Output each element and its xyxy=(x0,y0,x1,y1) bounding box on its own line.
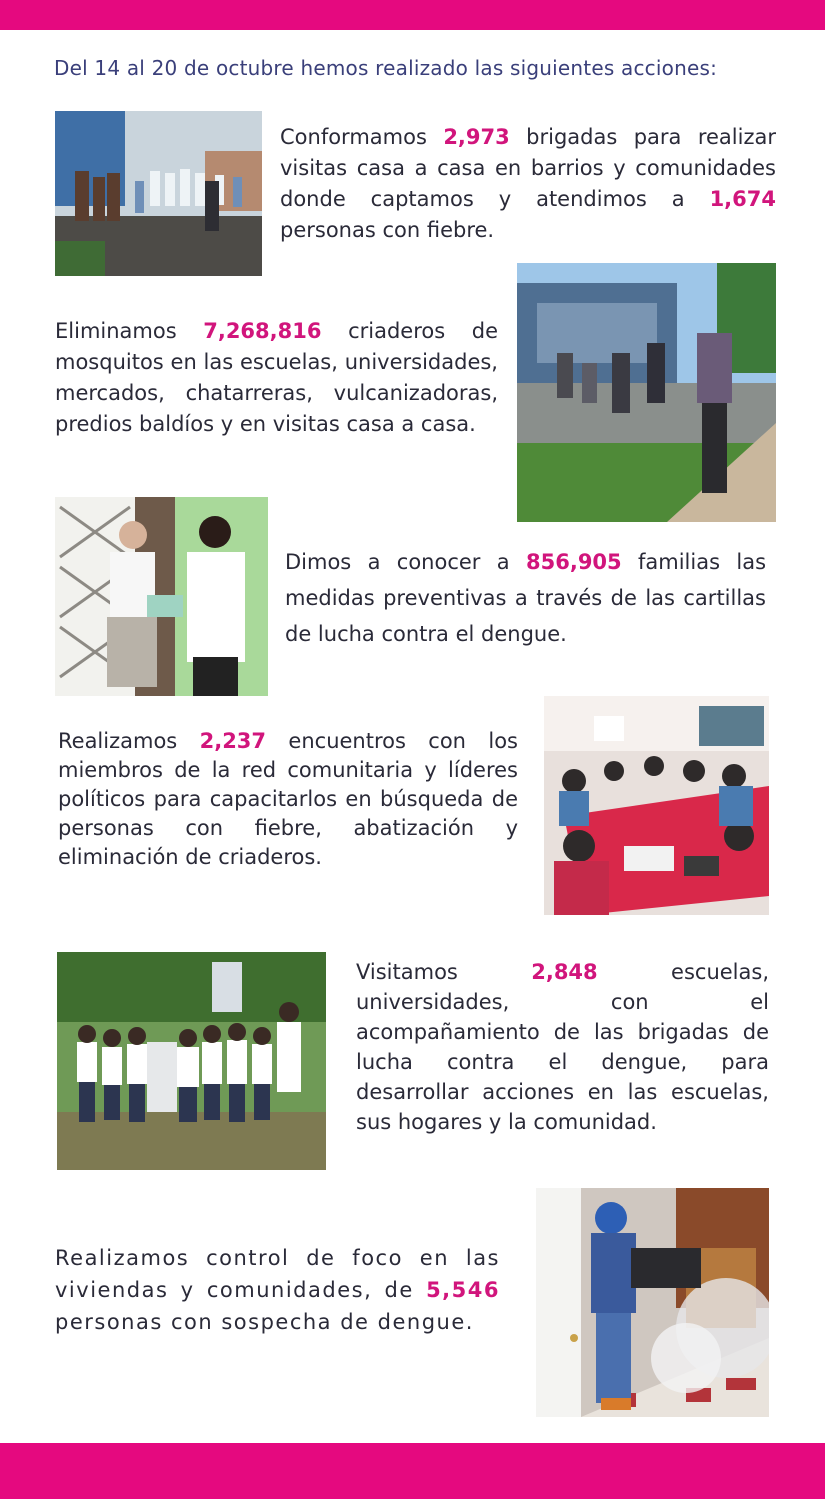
action-6-text: Realizamos control de foco en las viviendas y comunidades, de 5,546 personas con sospecha de dengue. xyxy=(55,1246,500,1334)
action-1-text: Conformamos 2,973 brigadas para realizar visitas casa a casa en barrios y comunidades donde captamos y atendimos a 1,674 personas con fiebre. xyxy=(280,125,776,242)
booklet-delivery-photo xyxy=(55,497,268,696)
highlight-figure: 5,546 xyxy=(426,1278,500,1302)
action-2-text: Eliminamos 7,268,816 criaderos de mosquitos en las escuelas, universidades, mercados, chatarreras, vulcanizadoras, predios baldíos y en visitas casa a casa. xyxy=(55,319,498,436)
fumigation-photo xyxy=(536,1188,769,1417)
highlight-figure: 2,848 xyxy=(531,960,598,984)
top-accent-bar xyxy=(0,0,825,30)
school-children-photo xyxy=(57,952,326,1170)
highlight-figure: 2,973 xyxy=(443,125,510,149)
highlight-figure: 7,268,816 xyxy=(203,319,322,343)
highlight-figure: 856,905 xyxy=(526,550,622,574)
brigade-photo xyxy=(55,111,262,276)
bottom-accent-bar xyxy=(0,1443,825,1499)
highlight-figure: 2,237 xyxy=(199,729,267,753)
cleanup-photo xyxy=(517,263,776,522)
action-4-text: Realizamos 2,237 encuentros con los miembros de la red comunitaria y líderes políticos para capacitarlos en búsqueda de personas con fiebre, abatización y eliminación de criaderos. xyxy=(58,729,518,869)
community-meeting-photo xyxy=(544,696,769,915)
intro-text: Del 14 al 20 de octubre hemos realizado las siguientes acciones: xyxy=(54,56,718,80)
highlight-figure: 1,674 xyxy=(709,187,776,211)
action-5-text: Visitamos 2,848 escuelas, universidades, con el acompañamiento de las brigadas de lucha contra el dengue, para desarrollar acciones en las escuelas, sus hogares y la comunidad. xyxy=(356,960,769,1134)
action-3-text: Dimos a conocer a 856,905 familias las medidas preventivas a través de las cartillas de lucha contra el dengue. xyxy=(285,550,767,646)
